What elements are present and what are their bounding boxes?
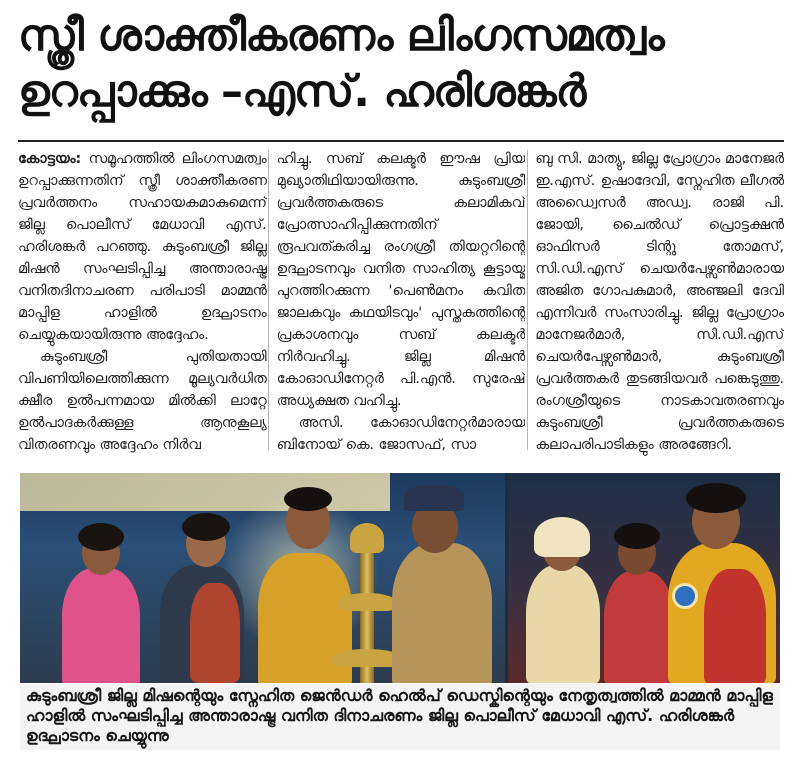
article-column-3 <box>535 148 784 462</box>
headline-line-1: സ്ത്രീ ശാക്തീകരണം ലിംഗസമത്വം <box>18 10 664 61</box>
photo-caption: കുടുംബശ്രീ ജില്ല മിഷന്റെയും സ്നേഹിത ജെൻഡർ ഹെൽപ് ഡെസ്കിന്റെയും നേതൃത്വത്തിൽ മാമ്മൻ മാപ്പിള ഹാളിൽ സംഘടിപ്പിച്ച അന്താരാഷ്ട്ര വനിത ദിനാചരണം ജില്ല പൊലീസ് മേധാവി എസ്. ഹരിശങ്കർ ഉദ്ഘാടനം ചെയ്യുന്നു <box>20 684 780 750</box>
article-paragraph: ബു സി. മാത്യു, ജില്ല പ്രോഗ്രാം മാനേജർ ഇ.എസ്. ഉഷാദേവി, സ്നേഹിത ലീഗൽ അഡ്വൈസർ അഡ്വ. രാജി പി. ജോയി, ചൈൽഡ് പ്രൊട്ടക്ഷൻ ഓഫിസർ ടിന്റു തോമസ്, സി.ഡി.എസ് ചെയർപേഴ്സൺമാരായ അജിത ഗോപകുമാർ, അഞ്ജലി ദേവി എന്നിവർ സംസാരിച്ചു. ജില്ല പ്രോഗ്രാം മാനേജർമാർ, സി.ഡി.എസ് ചെയർപേഴ്സൺമാർ, കുടുംബശ്രീ പ്രവർത്തകർ തുടങ്ങിയവർ പങ്കെടുത്തു. രംഗശ്രീയുടെ നാടകാവതരണവും കുടുംബശ്രീ പ്രവർത്തകരുടെ കലാപരിപാടികളും അരങ്ങേറി. <box>535 151 785 453</box>
headline-line-2: ഉറപ്പാക്കും –എസ്. ഹരിശങ്കർ <box>18 66 586 117</box>
news-photo <box>20 473 780 683</box>
photo-stage-scene <box>20 473 505 683</box>
column-divider <box>527 150 528 450</box>
article-paragraph <box>18 148 267 346</box>
dateline: കോട്ടയം: <box>18 151 82 167</box>
article-column-2 <box>277 148 526 462</box>
paragraph-text: സമൂഹത്തിൽ ലിംഗസമത്വം ഉറപ്പാക്കുന്നതിന് സ്ത്രീ ശാക്തീകരണ പ്രവർത്തനം സഹായകമാകുമെന്ന് ജില്ല പൊലീസ് മേധാവി എസ്. ഹരിശങ്കർ പറഞ്ഞു. കുടുംബശ്രീ ജില്ല മിഷൻ സംഘടിപ്പിച്ച അന്താരാഷ്ട്ര വനിതദിനാചരണ പരിപാടി മാമ്മൻ മാപ്പിള ഹാളിൽ ഉദ്ഘാടനം ചെയ്യുകയായിരുന്നു അദ്ദേഹം. <box>18 151 267 343</box>
column-divider <box>268 150 269 450</box>
photo-audience-scene <box>508 473 780 683</box>
article-body <box>18 148 784 462</box>
headline-rule <box>18 140 784 142</box>
article-paragraph: ഹിച്ചു. സബ് കലക്ടർ ഈഷ പ്രിയ മുഖ്യാതിഥിയായിരുന്നു. കുടുംബശ്രീ പ്രവർത്തകരുടെ കലാമികവ് പ്രോത്സാഹിപ്പിക്കുന്നതിന് രൂപവത്കരിച്ച രംഗശ്രീ തിയറ്ററിന്റെ ഉദ്ഘാടനവും വനിത സാഹിത്യ കൂട്ടായ്മ പുറത്തിറക്കുന്ന 'പെൺമനം കവിത ജാലകവും കഥയിടവും' പുസ്തകത്തിന്റെ പ്രകാശനവും സബ് കലക്ടർ നിർവഹിച്ചു. ജില്ല മിഷൻ കോഓഡിനേറ്റർ പി.എൻ. സുരേഷ് അധ്യക്ഷത വഹിച്ചു. <box>276 151 526 409</box>
article-paragraph: അസി. കോഓഡിനേറ്റർമാരായ ബിനോയ് കെ. ജോസഫ്, സാ <box>276 415 526 453</box>
article-column-1 <box>18 148 267 462</box>
article-paragraph: കുടുംബശ്രീ പുതിയതായി വിപണിയിലെത്തിക്കുന്ന മൂല്യവർധിത ക്ഷീര ഉൽപന്നമായ മിൽക്കി ലാറ്റേ ഉൽപാദകർക്കുള്ള ആനുകൂല്യ വിതരണവും അദ്ദേഹം നിർവ <box>18 349 267 453</box>
headline <box>18 8 788 120</box>
